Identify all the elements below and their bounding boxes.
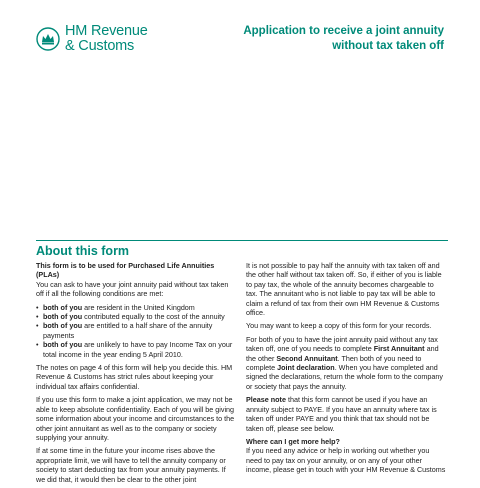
list-item — [36, 321, 236, 340]
intro-bold: This form is to be used for Purchased Life Annuities (PLAs) — [36, 261, 215, 280]
instructions-text: and the other — [246, 344, 439, 363]
intro-paragraph — [36, 261, 236, 299]
paye-note-paragraph — [246, 395, 446, 433]
title-line-2: without tax taken off — [332, 40, 444, 52]
notes-paragraph: The notes on page 4 of this form will help you decide this. HM Revenue & Customs has strict rules about keeping your individual tax affairs confidential. — [36, 363, 233, 391]
instructions-text: For both of you to have the joint annuity paid without any tax taken off, one of you needs to complete — [246, 334, 438, 354]
second-annuitant-label: Second Annuitant — [276, 353, 338, 363]
list-item-bold: both of you — [43, 340, 83, 350]
logo-text — [65, 24, 148, 54]
left-column — [36, 261, 236, 488]
instructions-paragraph — [246, 335, 446, 391]
first-annuitant-label: First Annuitant — [373, 344, 425, 354]
paye-note-text: that this form cannot be used if you have an annuity subject to PAYE. If you have an annuity where tax is taken off under PAYE and you think that tax should not be taken off, please see below. — [246, 395, 437, 433]
list-item-bold: both of you — [43, 312, 83, 322]
help-paragraph — [246, 437, 446, 475]
instructions-text: . When you have completed and signed the declarations, return the whole form to the company or society that pays the annuity. — [246, 363, 443, 391]
list-item-text: are resident in the United Kingdom — [82, 302, 195, 312]
list-item-text: are unlikely to have to pay Income Tax on your total income in the year ending 5 April 2010. — [43, 340, 233, 359]
instructions-text: . Then both of you need to complete — [246, 353, 422, 373]
list-item-bold: both of you — [43, 302, 83, 312]
list-item-bold: both of you — [43, 321, 83, 331]
list-item — [36, 312, 236, 321]
logo-line-2: & Customs — [65, 38, 135, 54]
income-paragraph: If at some time in the future your income rises above the appropriate limit, we will have to tell the annuity company or society to start deducting tax from your annuity payments. If we did that, it would then be clear to the other joint — [36, 446, 226, 484]
confidentiality-paragraph: If you use this form to make a joint application, we may not be able to keep absolute confidentiality. Each of you will be giving some information about your income and circumstances to the other joint annuitant as well as to the company or society supplying your annuity. — [36, 395, 235, 442]
help-heading: Where can I get more help? — [246, 436, 340, 446]
right-column — [246, 261, 446, 479]
crest-icon — [36, 27, 60, 51]
copy-paragraph: You may want to keep a copy of this form for your records. — [246, 321, 432, 331]
logo-line-1: HM Revenue — [65, 23, 148, 39]
title-line-1: Application to receive a joint annuity — [243, 25, 444, 37]
list-item — [36, 303, 236, 312]
intro-text: You can ask to have your joint annuity paid without tax taken off if all the following conditions are met: — [36, 279, 229, 299]
half-annuity-paragraph: It is not possible to pay half the annuity with tax taken off and the other half without tax taken off. So, if either of you is liable to pay tax, the whole of the annuity becomes chargeable to tax. The annuitant who is not liable to pay tax will be able to claim a refund of tax from their own HM Revenue & Customs office. — [246, 261, 442, 318]
joint-declaration-label: Joint declaration — [277, 363, 335, 373]
section-heading: About this form — [36, 244, 130, 258]
please-note-label: Please note — [246, 395, 286, 405]
section-divider — [36, 240, 448, 241]
list-item-text: are entitled to a half share of the annuity payments — [43, 321, 213, 340]
document-title — [214, 24, 444, 54]
help-text: If you need any advice or help in working out whether you need to pay tax on your annuity, or on any of your other income, please get in touch with your HM Revenue & Customs — [246, 446, 446, 475]
list-item — [36, 340, 236, 359]
hmrc-logo — [36, 24, 148, 54]
list-item-text: contributed equally to the cost of the annuity — [82, 312, 225, 322]
conditions-list — [36, 303, 236, 359]
